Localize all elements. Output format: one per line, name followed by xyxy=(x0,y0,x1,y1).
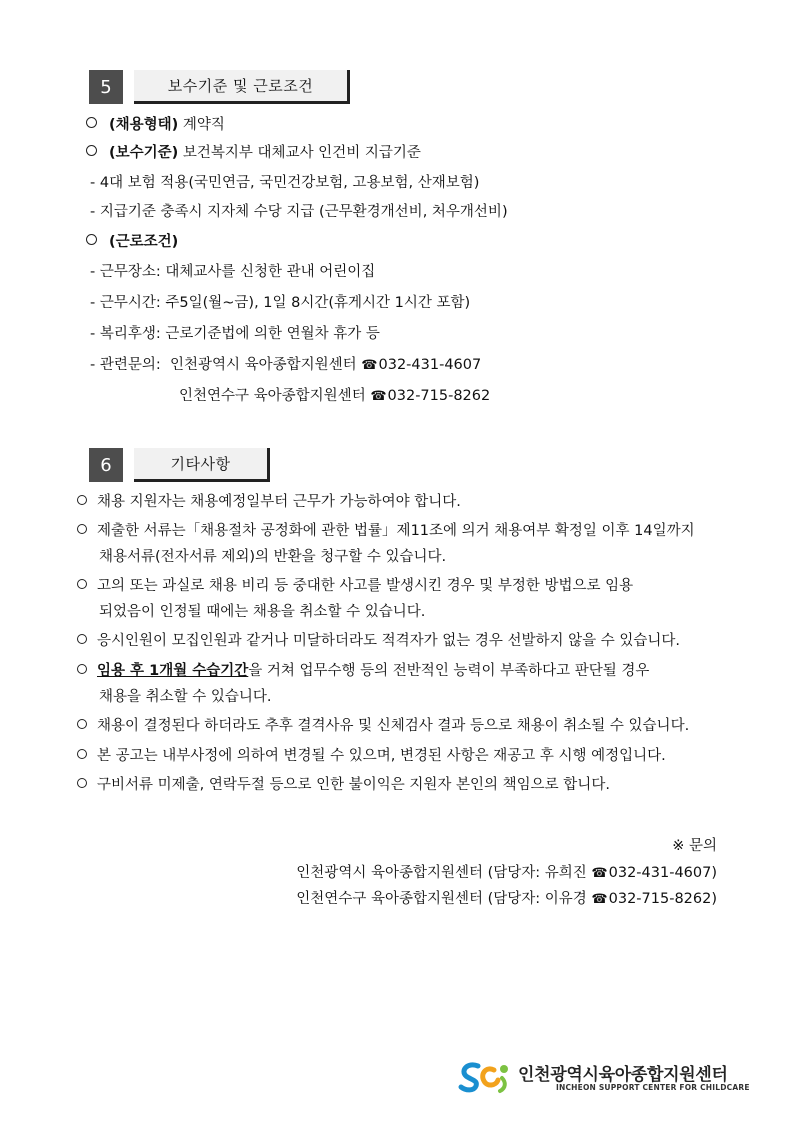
notice-item: 제출한 서류는「채용절차 공정화에 관한 법률」제11조에 의거 채용여부 확정일 이후 14일까지 xyxy=(77,521,695,541)
section-6-number: 6 xyxy=(89,448,123,482)
notice-item-continuation: 채용을 취소할 수 있습니다. xyxy=(99,689,272,705)
inquiry-prefix: - 관련문의: xyxy=(90,357,161,373)
pay-item: - 4대 보험 적용(국민연금, 국민건강보험, 고용보험, 산재보험) xyxy=(90,175,480,191)
inquiry-phone: 032-431-4607 xyxy=(378,357,482,373)
circle-bullet-icon xyxy=(77,778,87,788)
probation-emphasis: 임용 후 1개월 수습기간 xyxy=(97,663,249,679)
employment-type-line xyxy=(86,115,225,135)
circle-bullet-icon xyxy=(86,234,97,245)
pay-standard-line xyxy=(86,143,421,163)
inquiry-center-name: 인천연수구 육아종합지원센터 xyxy=(179,388,366,404)
circle-bullet-icon xyxy=(86,145,97,156)
inquiry-phone: 032-715-8262 xyxy=(387,388,491,404)
inquiry-line-2 xyxy=(179,386,490,407)
condition-item: - 복리후생: 근로기준법에 의한 연월차 휴가 등 xyxy=(90,326,380,342)
notice-item: 임용 후 1개월 수습기간을 거쳐 업무수행 등의 전반적인 능력이 부족하다고 판단될 경우 xyxy=(77,661,649,681)
condition-item: - 근무시간: 주5일(월~금), 1일 8시간(휴게시간 1시간 포함) xyxy=(90,295,471,311)
notice-item: 본 공고는 내부사정에 의하여 변경될 수 있으며, 변경된 사항은 재공고 후 시행 예정입니다. xyxy=(77,746,666,766)
notice-item: 채용이 결정된다 하더라도 추후 결격사유 및 신체검사 결과 등으로 채용이 취소될 수 있습니다. xyxy=(77,716,689,736)
center-logo xyxy=(458,1058,750,1098)
section-6-title: 기타사항 xyxy=(134,448,270,482)
condition-item: - 근무장소: 대체교사를 신청한 관내 어린이집 xyxy=(90,264,376,280)
work-conditions-label: (근로조건) xyxy=(109,234,179,250)
phone-icon: ☎ xyxy=(370,389,387,404)
circle-bullet-icon xyxy=(77,719,87,729)
circle-bullet-icon xyxy=(86,117,97,128)
notice-item-continuation: 채용서류(전자서류 제외)의 반환을 청구할 수 있습니다. xyxy=(99,549,447,565)
circle-bullet-icon xyxy=(77,634,87,644)
circle-bullet-icon xyxy=(77,579,87,589)
circle-bullet-icon xyxy=(77,749,87,759)
inquiry-center-name: 인천광역시 육아종합지원센터 xyxy=(169,357,357,373)
notice-item: 고의 또는 과실로 채용 비리 등 중대한 사고를 발생시킨 경우 및 부정한 방법으로 임용 xyxy=(77,576,633,596)
circle-bullet-icon xyxy=(77,495,87,505)
circle-bullet-icon xyxy=(77,524,87,534)
pay-item: - 지급기준 충족시 지자체 수당 지급 (근무환경개선비, 처우개선비) xyxy=(90,204,508,220)
phone-icon: ☎ xyxy=(591,866,608,881)
section-5-title: 보수기준 및 근로조건 xyxy=(134,70,350,104)
phone-icon: ☎ xyxy=(591,892,608,907)
notice-item: 응시인원이 모집인원과 같거나 미달하더라도 적격자가 없는 경우 선발하지 않을 수 있습니다. xyxy=(77,631,680,651)
section-5-number: 5 xyxy=(89,70,123,104)
notice-item-continuation: 되었음이 인정될 때에는 채용을 취소할 수 있습니다. xyxy=(99,604,426,620)
inquiry-line-1 xyxy=(90,355,481,376)
work-conditions-line xyxy=(86,232,178,252)
pay-standard-value: 보건복지부 대체교사 인건비 지급기준 xyxy=(182,145,421,161)
contact-line-1: 인천광역시 육아종합지원센터 (담당자: 유희진 ☎032-431-4607) xyxy=(296,865,717,881)
contact-heading: ※ 문의 xyxy=(672,838,717,854)
childcare-logo-icon xyxy=(458,1060,514,1094)
employment-type-label: (채용형태) xyxy=(109,117,179,133)
logo-english-name: INCHEON SUPPORT CENTER FOR CHILDCARE xyxy=(556,1083,750,1092)
employment-type-value: 계약직 xyxy=(182,117,225,133)
phone-icon: ☎ xyxy=(361,358,378,373)
notice-item: 채용 지원자는 채용예정일부터 근무가 가능하여야 합니다. xyxy=(77,492,461,512)
circle-bullet-icon xyxy=(77,664,87,674)
pay-standard-label: (보수기준) xyxy=(109,145,179,161)
contact-line-2: 인천연수구 육아종합지원센터 (담당자: 이유경 ☎032-715-8262) xyxy=(296,891,717,907)
notice-item: 구비서류 미제출, 연락두절 등으로 인한 불이익은 지원자 본인의 책임으로 합니다. xyxy=(77,775,610,795)
logo-korean-name: 인천광역시육아종합지원센터 xyxy=(518,1065,728,1085)
